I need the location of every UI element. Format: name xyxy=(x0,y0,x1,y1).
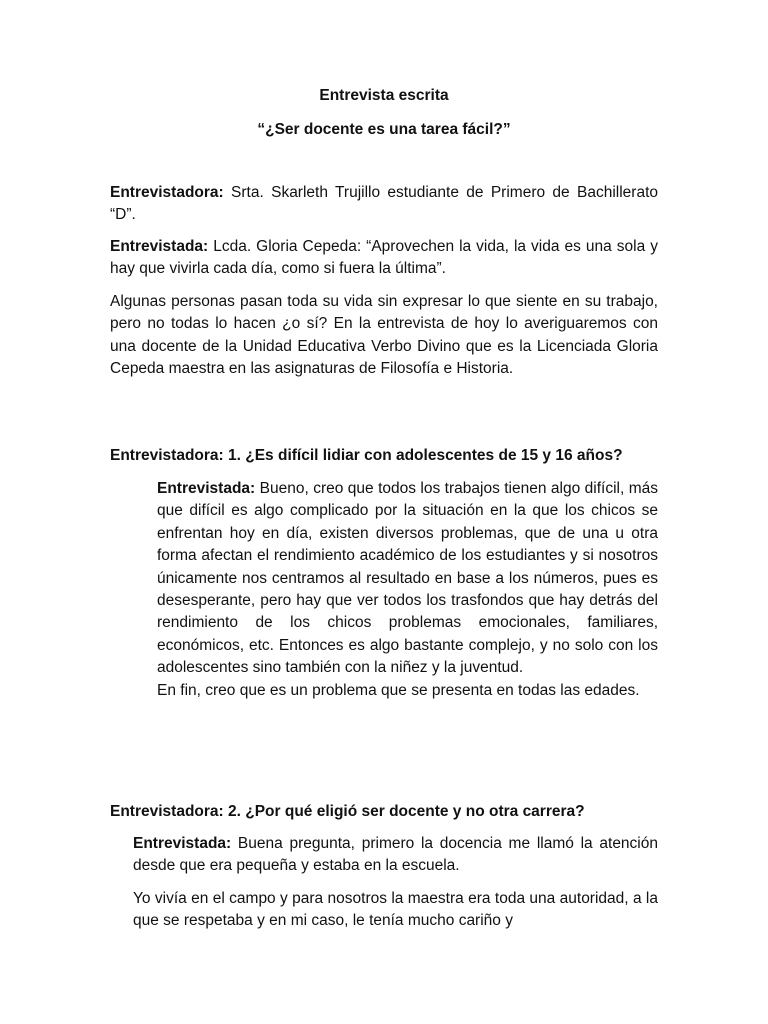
answer-1-paragraph xyxy=(157,478,658,702)
interviewer-paragraph xyxy=(110,182,658,227)
question-1 xyxy=(110,445,658,467)
interviewer-text: Srta. Skarleth Trujillo estudiante de Primero de Bachillerato “D”. xyxy=(110,184,658,224)
interviewer-label: Entrevistadora: xyxy=(110,184,224,201)
answer-1-text: Bueno, creo que todos los trabajos tienen algo difícil, más que difícil es algo complicado por la situación en la que los chicos se enfrentan hoy en día, existen diversos problemas, que de una u otra forma afectan el rendimiento académico de los estudiantes y si nosotros únicamente nos centramos al resultado en base a los números, pues es desesperante, pero hay que ver todos los trasfondos que hay detrás del rendimiento de los chicos problemas emocionales, familiares, económicos, etc. Entonces es algo bastante complejo, y no solo con los adolescentes sino también con la niñez y la juventud. xyxy=(157,480,658,677)
answer-2-paragraph xyxy=(133,833,658,878)
interviewee-paragraph xyxy=(110,236,658,281)
answer-1-text-2: En fin, creo que es un problema que se presenta en todas las edades. xyxy=(157,681,640,699)
answer-2-paragraph-2: Yo vivía en el campo y para nosotros la maestra era toda una autoridad, a la que se respetaba y en mi caso, le tenía mucho cariño y xyxy=(133,890,658,930)
document-title: Entrevista escrita xyxy=(319,87,449,104)
interviewee-text: Lcda. Gloria Cepeda: “Aprovechen la vida, la vida es una sola y hay que vivirla cada día, como si fuera la última”. xyxy=(110,238,658,278)
answer-2-text: Buena pregunta, primero la docencia me llamó la atención desde que era pequeña y estaba en la escuela. xyxy=(133,835,658,875)
question-1-text: Entrevistadora: 1. ¿Es difícil lidiar con adolescentes de 15 y 16 años? xyxy=(110,447,623,464)
question-2 xyxy=(110,801,658,823)
document-subtitle: “¿Ser docente es una tarea fácil?” xyxy=(257,121,511,138)
answer-2-label: Entrevistada: xyxy=(133,835,232,852)
question-2-text: Entrevistadora: 2. ¿Por qué eligió ser docente y no otra carrera? xyxy=(110,803,585,820)
interviewee-label: Entrevistada: xyxy=(110,238,209,255)
intro-summary-paragraph: Algunas personas pasan toda su vida sin expresar lo que siente en su trabajo, pero no todas lo hacen ¿o sí? En la entrevista de hoy lo averiguaremos con una docente de la Unidad Educativa Verbo Divino que es la Licenciada Gloria Cepeda maestra en las asignaturas de Filosofía e Historia. xyxy=(110,293,658,378)
answer-1-label: Entrevistada: xyxy=(157,480,256,497)
